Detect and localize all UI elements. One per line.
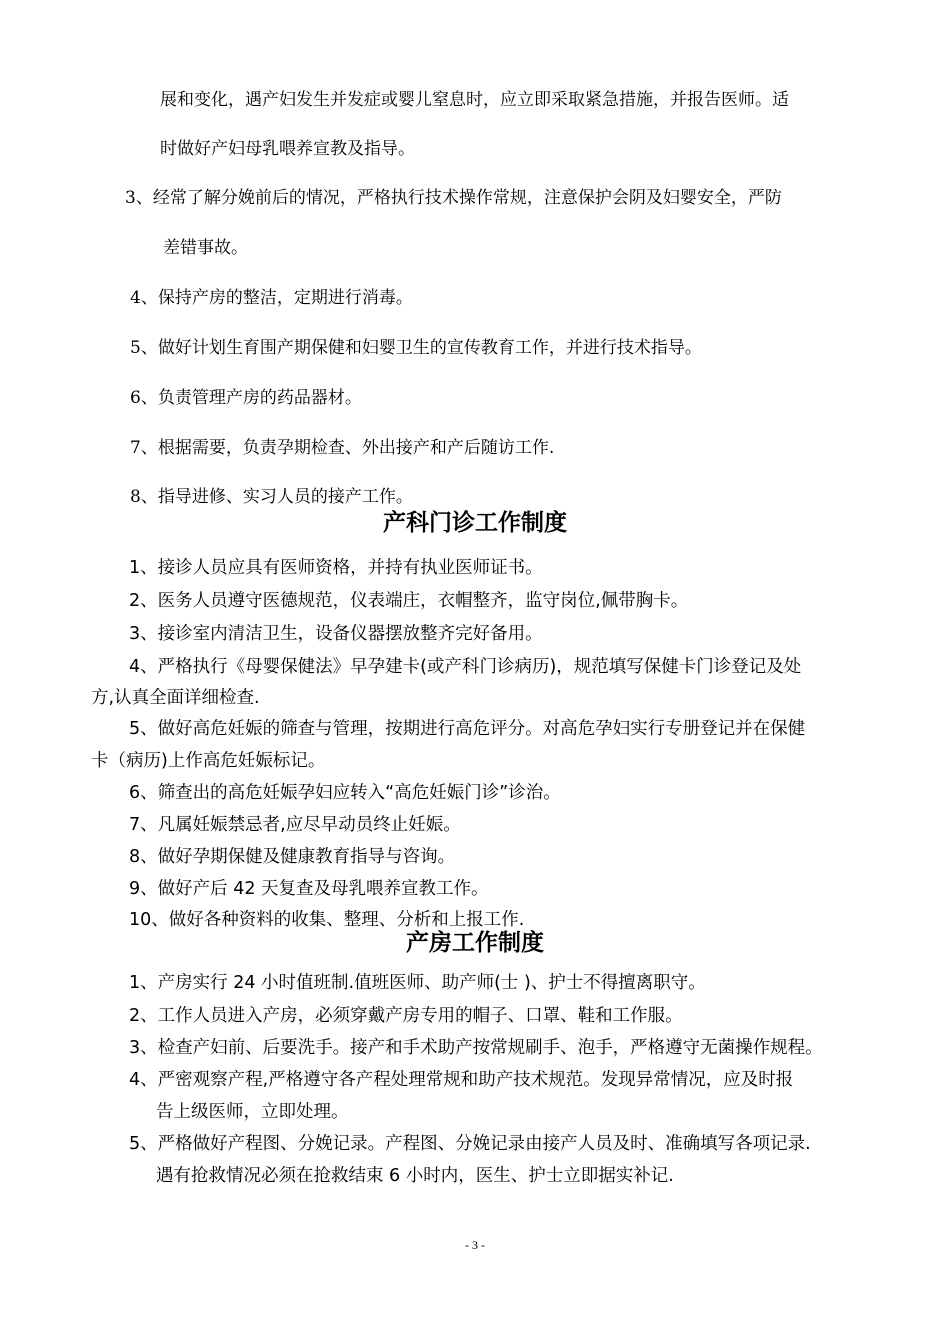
list-item-7: 7、根据需要，负责孕期检查、外出接产和产后随访工作. <box>130 438 555 458</box>
rule-item-5: 5、严格做好产程图、分娩记录。产程图、分娩记录由接产人员及时、准确填写各项记录. <box>129 1134 811 1154</box>
section-title-delivery-room: 产房工作制度 <box>406 930 544 956</box>
rule-item-6: 6、筛查出的高危妊娠孕妇应转入“高危妊娠门诊”诊治。 <box>129 783 561 803</box>
rule-item-4-cont: 方,认真全面详细检查. <box>91 688 260 708</box>
list-item-3: 3、经常了解分娩前后的情况，严格执行技术操作常规，注意保护会阴及妇婴安全，严防 <box>125 188 782 208</box>
rule-item-5: 5、做好高危妊娠的筛查与管理，按期进行高危评分。对高危孕妇实行专册登记并在保健 <box>129 719 806 739</box>
list-item-8: 8、指导进修、实习人员的接产工作。 <box>130 487 413 507</box>
rule-item-1: 1、接诊人员应具有医师资格，并持有执业医师证书。 <box>129 558 543 578</box>
list-item-5: 5、做好计划生育围产期保健和妇婴卫生的宣传教育工作，并进行技术指导。 <box>130 338 702 358</box>
rule-item-4: 4、严格执行《母婴保健法》早孕建卡(或产科门诊病历)，规范填写保健卡门诊登记及处 <box>129 657 802 677</box>
rule-item-1: 1、产房实行 24 小时值班制.值班医师、助产师(士 )、护士不得擅离职守。 <box>129 973 706 993</box>
rule-item-3: 3、接诊室内清洁卫生，设备仪器摆放整齐完好备用。 <box>129 624 543 644</box>
rule-item-8: 8、做好孕期保健及健康教育指导与咨询。 <box>129 847 456 867</box>
list-item-6: 6、负责管理产房的药品器材。 <box>130 388 362 408</box>
rule-item-4-cont: 告上级医师，立即处理。 <box>156 1102 349 1122</box>
rule-item-10: 10、做好各种资料的收集、整理、分析和上报工作. <box>129 910 525 930</box>
section-title-outpatient: 产科门诊工作制度 <box>383 510 567 536</box>
rule-item-3: 3、检查产妇前、后要洗手。接产和手术助产按常规刷手、泡手，严格遵守无菌操作规程。 <box>129 1038 823 1058</box>
rule-item-9: 9、做好产后 42 天复查及母乳喂养宣教工作。 <box>129 879 489 899</box>
rule-item-5-cont: 卡（病历)上作高危妊娠标记。 <box>91 751 326 771</box>
rule-item-2: 2、工作人员进入产房，必须穿戴产房专用的帽子、口罩、鞋和工作服。 <box>129 1006 683 1026</box>
list-item-4: 4、保持产房的整洁，定期进行消毒。 <box>130 288 413 308</box>
paragraph-line: 时做好产妇母乳喂养宣教及指导。 <box>160 139 415 159</box>
rule-item-5-cont: 遇有抢救情况必须在抢救结束 6 小时内，医生、护士立即据实补记. <box>156 1166 674 1186</box>
page-number: - 3 - <box>465 1238 485 1252</box>
paragraph-line: 差错事故。 <box>163 238 248 258</box>
paragraph-line: 展和变化，遇产妇发生并发症或婴儿窒息时，应立即采取紧急措施，并报告医师。适 <box>160 90 789 110</box>
rule-item-4: 4、严密观察产程,严格遵守各产程处理常规和助产技术规范。发现异常情况，应及时报 <box>129 1070 794 1090</box>
rule-item-2: 2、医务人员遵守医德规范，仪表端庄，衣帽整齐，监守岗位,佩带胸卡。 <box>129 591 689 611</box>
rule-item-7: 7、凡属妊娠禁忌者,应尽早动员终止妊娠。 <box>129 815 461 835</box>
